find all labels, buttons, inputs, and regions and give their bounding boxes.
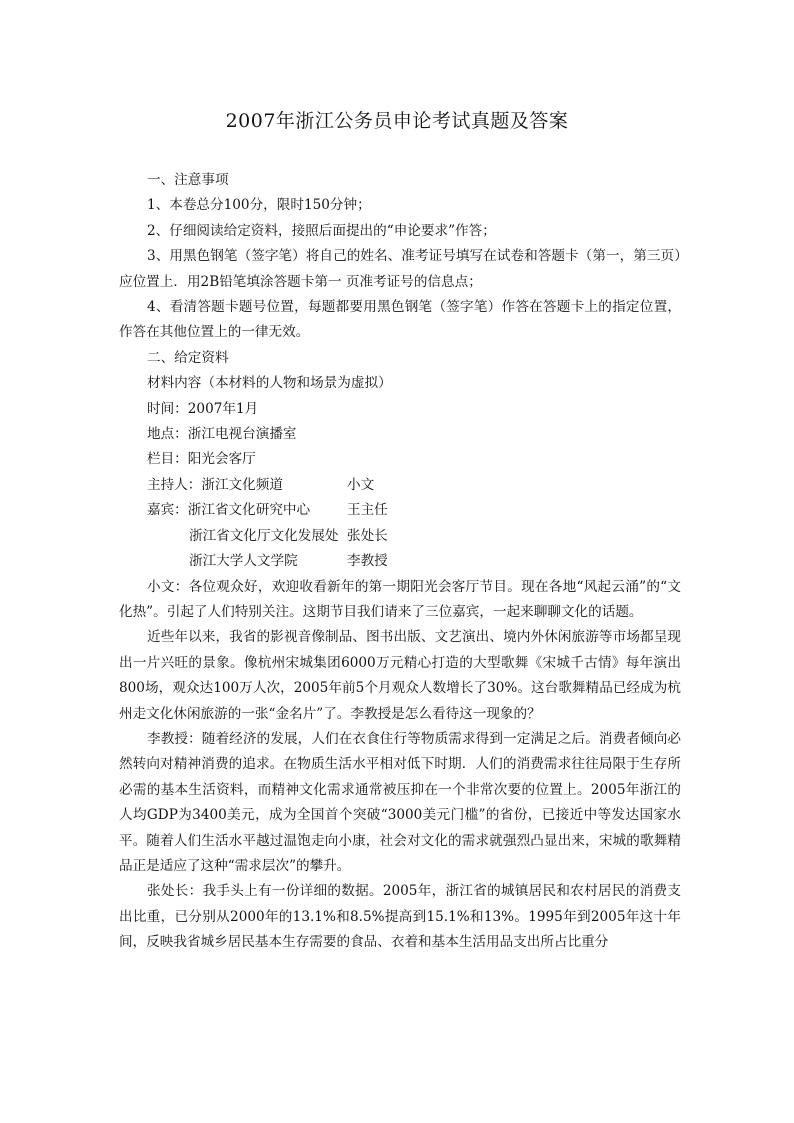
guest-label: 浙江大学人文学院 [189,553,298,570]
guest-name: 李教授 [347,553,388,570]
dialogue-paragraph: 李教授：随着经济的发展，人们在衣食住行等物质需求得到一定满足之后。消费者倾向必然转向对精神消费的追求。在物质生活水平相对低下时期．人们的消费需求往往局限于生存所必需的基本生活资料，而精神文化需求通常被压抑在一个非常次要的位置上。2005年浙江的人均GDP为3400美元，成为全国首个突破“3000美元门槛”的省份，已接近中等发达国家水平。随着人们生活水平越过温饱走向小康，社会对文化的需求就强烈凸显出来，宋城的歌舞精品正是适应了这种“需求层次”的攀升。 [119,730,681,874]
note-item: 2、仔细阅读给定资料，接照后面提出的“申论要求”作答； [147,222,496,239]
host-row [119,473,681,498]
document-body [119,168,681,956]
guest-name: 王主任 [347,502,388,519]
document-title: 2007年浙江公务员申论考试真题及答案 [225,110,569,132]
guest-row [119,498,681,523]
guest-row [119,524,681,549]
guest-label: 嘉宾：浙江省文化研究中心 [147,502,311,519]
material-program: 栏目：阳光会客厅 [147,451,256,468]
section-heading-notes: 一、注意事项 [147,172,229,188]
host-label: 主持人：浙江文化频道 [147,476,283,493]
section-heading-materials: 二、给定资料 [147,349,229,366]
material-time: 时间：2007年1月 [147,400,259,417]
guest-row [119,549,681,574]
note-item: 3、用黑色钢笔（签字笔）将自己的姓名、准考证号填写在试卷和答题卡（第一，第三页）应位置上．用2B铅笔填涂答题卡第一 页准考证号的信息点； [119,248,681,290]
material-intro: 材料内容（本材料的人物和场景为虚拟） [147,375,392,392]
host-name: 小文 [347,476,375,493]
guest-label: 浙江省文化厅文化发展处 [189,527,339,544]
dialogue-paragraph: 张处长：我手头上有一份详细的数据。2005年，浙江省的城镇居民和农村居民的消费支出比重，已分别从2000年的13.1%和8.5%提高到15.1%和13%。1995年到2005年这十年间，反映我省城乡居民基本生存需要的食品、衣着和基本生活用品支出所占比重分 [119,883,681,951]
guest-name: 张处长 [347,527,388,544]
material-location: 地点：浙江电视台演播室 [147,426,297,443]
note-item: 1、本卷总分100分，限时150分钟； [147,197,371,214]
note-item: 4、看清答题卡题号位置，每题都要用黑色钢笔（签字笔）作答在答题卡上的指定位置，作答在其他位置上的一律无效。 [119,299,681,341]
dialogue-paragraph: 小文：各位观众好，欢迎收看新年的第一期阳光会客厅节目。现在各地“风起云涌”的“文化热”。引起了人们特别关注。这期节目我们请来了三位嘉宾，一起来聊聊文化的话题。 [119,578,681,620]
dialogue-paragraph: 近些年以来，我省的影视音像制品、图书出版、文艺演出、境内外休闲旅游等市场都呈现出一片兴旺的景象。像杭州宋城集团6000万元精心打造的大型歌舞《宋城千古情》每年演出800场，观众达100万人次，2005年前5个月观众人数增长了30%。这台歌舞精品已经成为杭州走文化休闲旅游的一张“金名片”了。李教授是怎么看待这一现象的？ [119,629,681,722]
